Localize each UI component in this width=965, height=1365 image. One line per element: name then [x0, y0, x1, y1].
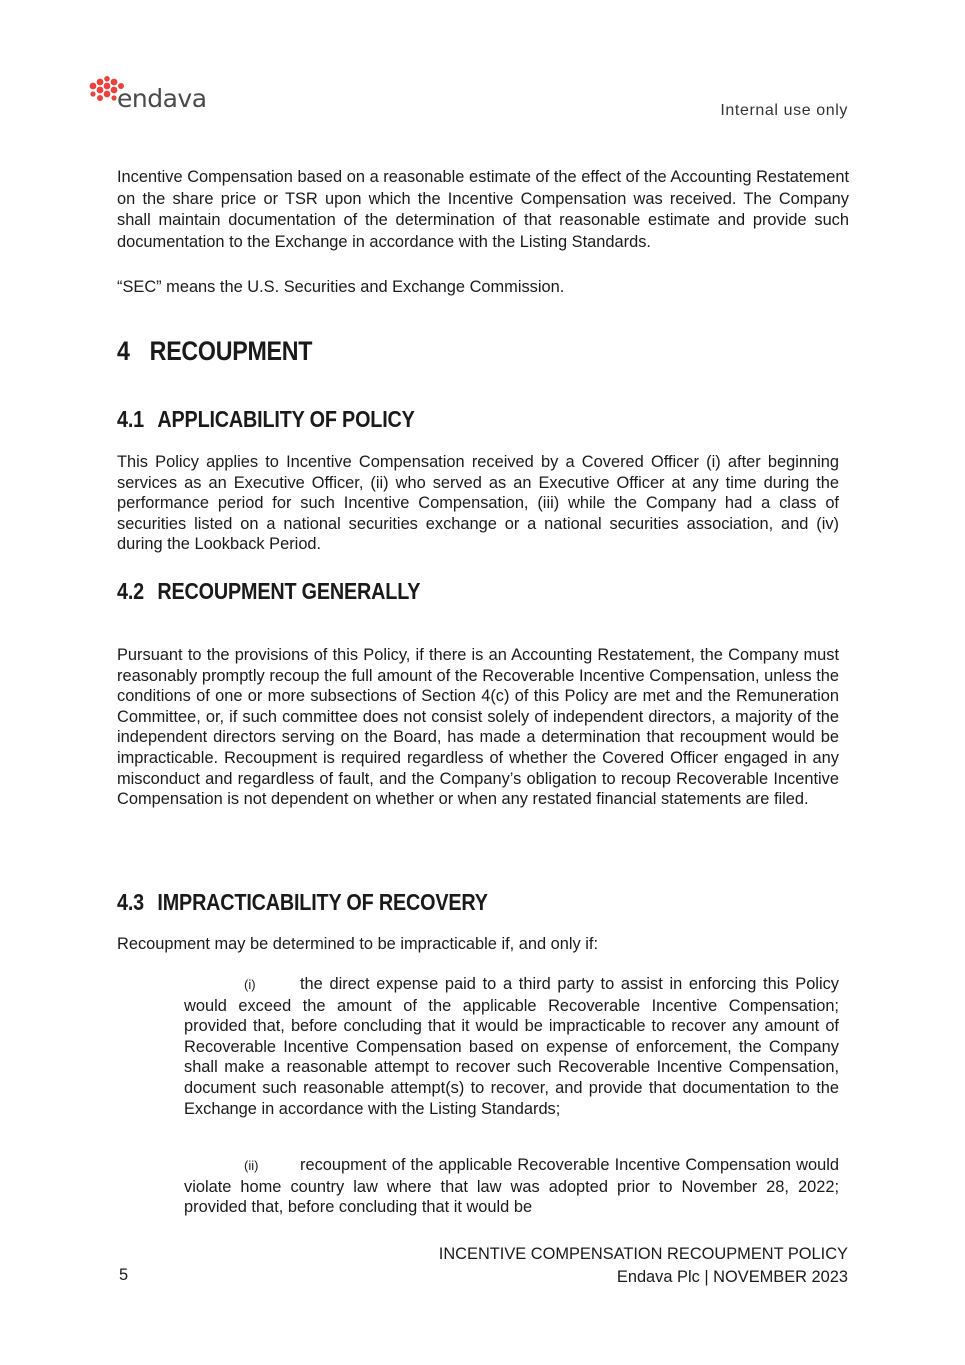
section-4-number: 4	[117, 336, 130, 366]
subsection-ii-text: recoupment of the applicable Recoverable Incentive Compensation would violate home country law where that law was adopted prior to November 28, 2022; provided that, before concluding that it would be	[184, 1156, 839, 1217]
subsection-ii-paragraph	[184, 1155, 839, 1218]
page-number: 5	[119, 1266, 129, 1284]
section-4-1-body	[117, 452, 849, 555]
classification-label: Internal use only	[720, 102, 848, 119]
subsection-i-text: the direct expense paid to a third party to assist in enforcing this Policy would exceed the amount of the applicable Recoverable Incentive Compensation; provided that, before concluding that it would be impracticable to recover any amount of Recoverable Incentive Compensation based on expense of enforcement, the Company shall make a reasonable attempt to recover such Recoverable Incentive Compensation, document such reasonable attempt(s) to recover, and provide that documentation to the Exchange in accordance with the Listing Standards;	[184, 975, 839, 1118]
subsection-ii-numeral: (ii)	[244, 1158, 259, 1173]
subsection-i	[184, 974, 839, 1119]
intro-paragraph-block	[117, 167, 849, 253]
section-4-1-title: APPLICABILITY OF POLICY	[157, 406, 415, 432]
section-4-2-body	[117, 645, 849, 810]
section-4-3-paragraph: Recoupment may be determined to be impracticable if, and only if:	[117, 935, 599, 953]
section-4-2-number: 4.2	[117, 578, 144, 604]
subsection-i-numeral: (i)	[244, 977, 256, 992]
sec-definition: “SEC” means the U.S. Securities and Exchange Commission.	[117, 278, 565, 296]
section-4-2-paragraph: Pursuant to the provisions of this Policy, if there is an Accounting Restatement, the Company must reasonably promptly recoup the full amount of the Recoverable Incentive Compensation, unless the conditions of one or more subsections of Section 4(c) of this Policy are met and the Remuneration Committee, or, if such committee does not consist solely of independent directors, a majority of the independent directors serving on the Board, has made a determination that recoupment would be impracticable. Recoupment is required regardless of whether the Covered Officer engaged in any misconduct and regardless of fault, and the Company’s obligation to recoup Recoverable Incentive Compensation is not dependent on whether or when any restated financial statements are filed.	[117, 646, 839, 809]
section-4-3-intro	[117, 934, 849, 956]
subsection-ii	[184, 1155, 839, 1218]
intro-paragraph: Incentive Compensation based on a reasonable estimate of the effect of the Accounting Restatement on the share price or TSR upon which the Incentive Compensation was received. The Company shall maintain documentation of the determination of that reasonable estimate and provide such documentation to the Exchange in accordance with the Listing Standards.	[117, 168, 849, 251]
footer-block	[439, 1243, 848, 1289]
logo-text: endava	[117, 84, 207, 113]
section-4-2-title: RECOUPMENT GENERALLY	[157, 578, 421, 604]
subsection-i-paragraph	[184, 974, 839, 1119]
section-4-heading	[117, 336, 849, 367]
section-4-title: RECOUPMENT	[149, 336, 313, 366]
section-4-1-heading	[117, 406, 849, 433]
section-4-3-title: IMPRACTICABILITY OF RECOVERY	[157, 889, 488, 915]
section-4-1-paragraph: This Policy applies to Incentive Compensation received by a Covered Officer (i) after beginning services as an Executive Officer, (ii) who served as an Executive Officer at any time during the performance period for such Incentive Compensation, (iii) while the Company had a class of securities listed on a national securities exchange or a national securities association, and (iv) during the Lookback Period.	[117, 453, 839, 554]
footer-policy-title: INCENTIVE COMPENSATION RECOUPMENT POLICY	[438, 1245, 848, 1263]
section-4-1-number: 4.1	[117, 406, 144, 432]
sec-definition-block	[117, 277, 849, 299]
section-4-2-heading	[117, 578, 849, 605]
section-4-3-number: 4.3	[117, 889, 144, 915]
footer-company-date: Endava Plc | NOVEMBER 2023	[616, 1268, 848, 1286]
section-4-3-heading	[117, 889, 849, 916]
